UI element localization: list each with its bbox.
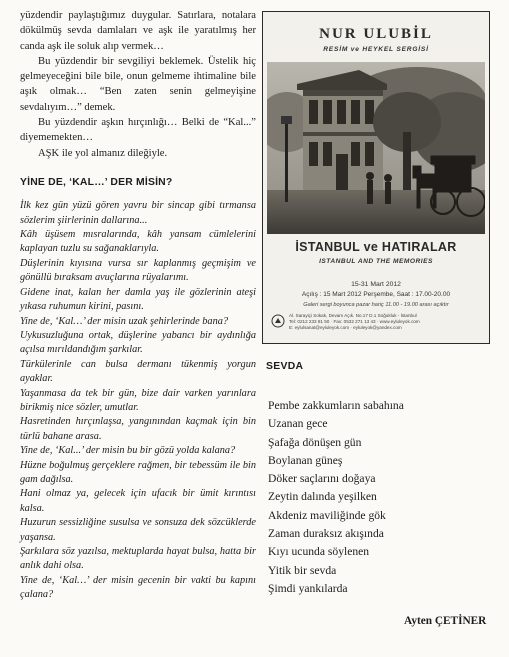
poem-stanza: Yine de, ‘Kal…’ der misin gecenin bir vakti bu kapını çalana? [20, 574, 256, 601]
poster-exhibition-type: RESİM ve HEYKEL SERGİSİ [323, 46, 429, 53]
gallery-logo-icon [271, 314, 285, 328]
poem-author: Ayten ÇETİNER [404, 615, 487, 627]
poem-stanza: Yine de, ‘Kal...’ der misin bu bir gözü yolda kalana? [20, 445, 236, 457]
poem-heading: YİNE DE, ‘KAL…’ DER MİSİN? [20, 176, 173, 188]
poster-address [289, 313, 481, 331]
poem-line: Şafağa dönüşen gün [268, 435, 362, 449]
paragraph-3: Bu yüzdendir aşkın hırçınlığı… Belki de “Kal...” diyememekten… [20, 117, 256, 144]
poster-title: İSTANBUL ve HATIRALAR [295, 240, 457, 254]
poem-line: Akdeniz maviliğinde gök [268, 508, 386, 522]
poem-stanza: Hani olmaz ya, gelecek için ufacık bir ümit kırıntısı kalsa. [20, 488, 256, 514]
poster-hours: Galeri sergi boyunca pazar hariç 11.00 - 19.00 arası açıktır [303, 302, 449, 308]
poem-stanza: Gidene inat, kalan her damla yaş ile gözlerinin ateşi yıkasa ruhumun kirini, pasını. [20, 286, 256, 313]
poem-stanza: Düşlerinin kıyısına vursa sır kaplanmış geçmişim ve gönüllü bıraksam avuçlarına rüyalarımı. [20, 257, 256, 284]
article-column [20, 8, 256, 603]
poem-line: Pembe zakkumların sabahına [268, 399, 404, 412]
poem-stanza: Türkülerinle can bulsa dermanı tükenmiş yorgun ayaklar. [20, 358, 256, 385]
poem-stanza: Uykusuzluğuna ortak, düşlerine yabancı bir aydınlığa açılsa mırıldandığım şarkılar. [20, 329, 256, 356]
poster-dates: 15-31 Mart 2012 [351, 281, 401, 288]
poem-line: Döker saçlarını doğaya [268, 472, 376, 486]
poem-line: Boylanan güneş [268, 453, 343, 467]
poem-line: Zaman duraksız akışında [268, 527, 384, 541]
poster-opening: Açılış : 15 Mart 2012 Perşembe, Saat : 17.00-20.00 [301, 291, 451, 298]
paragraph-4: AŞK ile yol almanız dileğiyle. [38, 147, 168, 159]
poster-artist: NUR ULUBİL [319, 26, 433, 42]
intro-paragraph: yüzdendir paylaştığımız duygular. Satırlara, notalara dökülmüş sevda damlaları ve aşk ile yaratılmış her canda aşk ile soluk alıp vermek… [20, 10, 256, 52]
sevda-poem [268, 397, 498, 598]
poem-line: Şimdi yankılarda [268, 581, 348, 595]
poem-line: Uzanan gece [268, 417, 328, 431]
sevda-title: SEVDA [266, 361, 304, 372]
poster-painting [267, 62, 485, 234]
address-line: Tel: 0212 233 81 50 · Fax: 0532 271 13 43 · www.eyluleyok.com [289, 318, 420, 324]
poem-line: Yitik bir sevda [268, 563, 337, 577]
poem-stanza: Kâh üşüsem mısralarında, kâh yansam cümlelerini kaplayan tuzlu su sağanaklarıyla. [20, 229, 256, 255]
poem-stanza: Hasretinden hırçınlaşsa, yangınından kaçmak için bin türlü bahane arasa. [20, 416, 256, 442]
address-line: E: eylulsanat@eyluleyok.com · eyluleyok@yandex.com [289, 324, 402, 330]
poster-title-english: ISTANBUL AND THE MEMORIES [319, 258, 433, 265]
poem-line: Zeytin dalında yeşilken [268, 490, 377, 504]
paragraph-2: Bu yüzdendir bir sevgiliyi beklemek. Üstelik hiç gelmeyeceğini bile bile, onun gelmeme ihtimaline bile aşık olmak… “Ben zaten senin gelmeyişine sevdalıyım…” demek. [20, 55, 256, 113]
poem-line: Kıyı ucunda söylenen [268, 545, 370, 559]
poem-stanza: Hüzne boğulmuş gerçeklere rağmen, bir tebessüm ile bin gam dağılsa. [20, 459, 256, 485]
poem-stanza: Şarkılara söz yazılsa, mektuplarda hayat bulsa, hatta bir anlık dahi olsa. [20, 546, 256, 572]
exhibition-poster [262, 11, 490, 344]
poem-stanza: İlk kez gün yüzü gören yavru bir sincap gibi tırmansa sözlerim şiirlerinin dallarına... [20, 200, 256, 226]
poem-stanza: Yaşanmasa da tek bir gün, bize dair varken yarınlara birikmiş nice sözler, umutlar. [20, 387, 256, 413]
poem-stanza: Huzurun sessizliğine susulsa ve sonsuza dek sözcüklerde yaşansa. [20, 517, 256, 543]
address-line: Al. Sarayiçi Sokak, Devam Açık. No.17 D.1 Soğukluk - İstanbul [289, 313, 417, 318]
poem-stanza: Yine de, ‘Kal…’ der misin uzak şehirlerinde bana? [20, 315, 229, 327]
